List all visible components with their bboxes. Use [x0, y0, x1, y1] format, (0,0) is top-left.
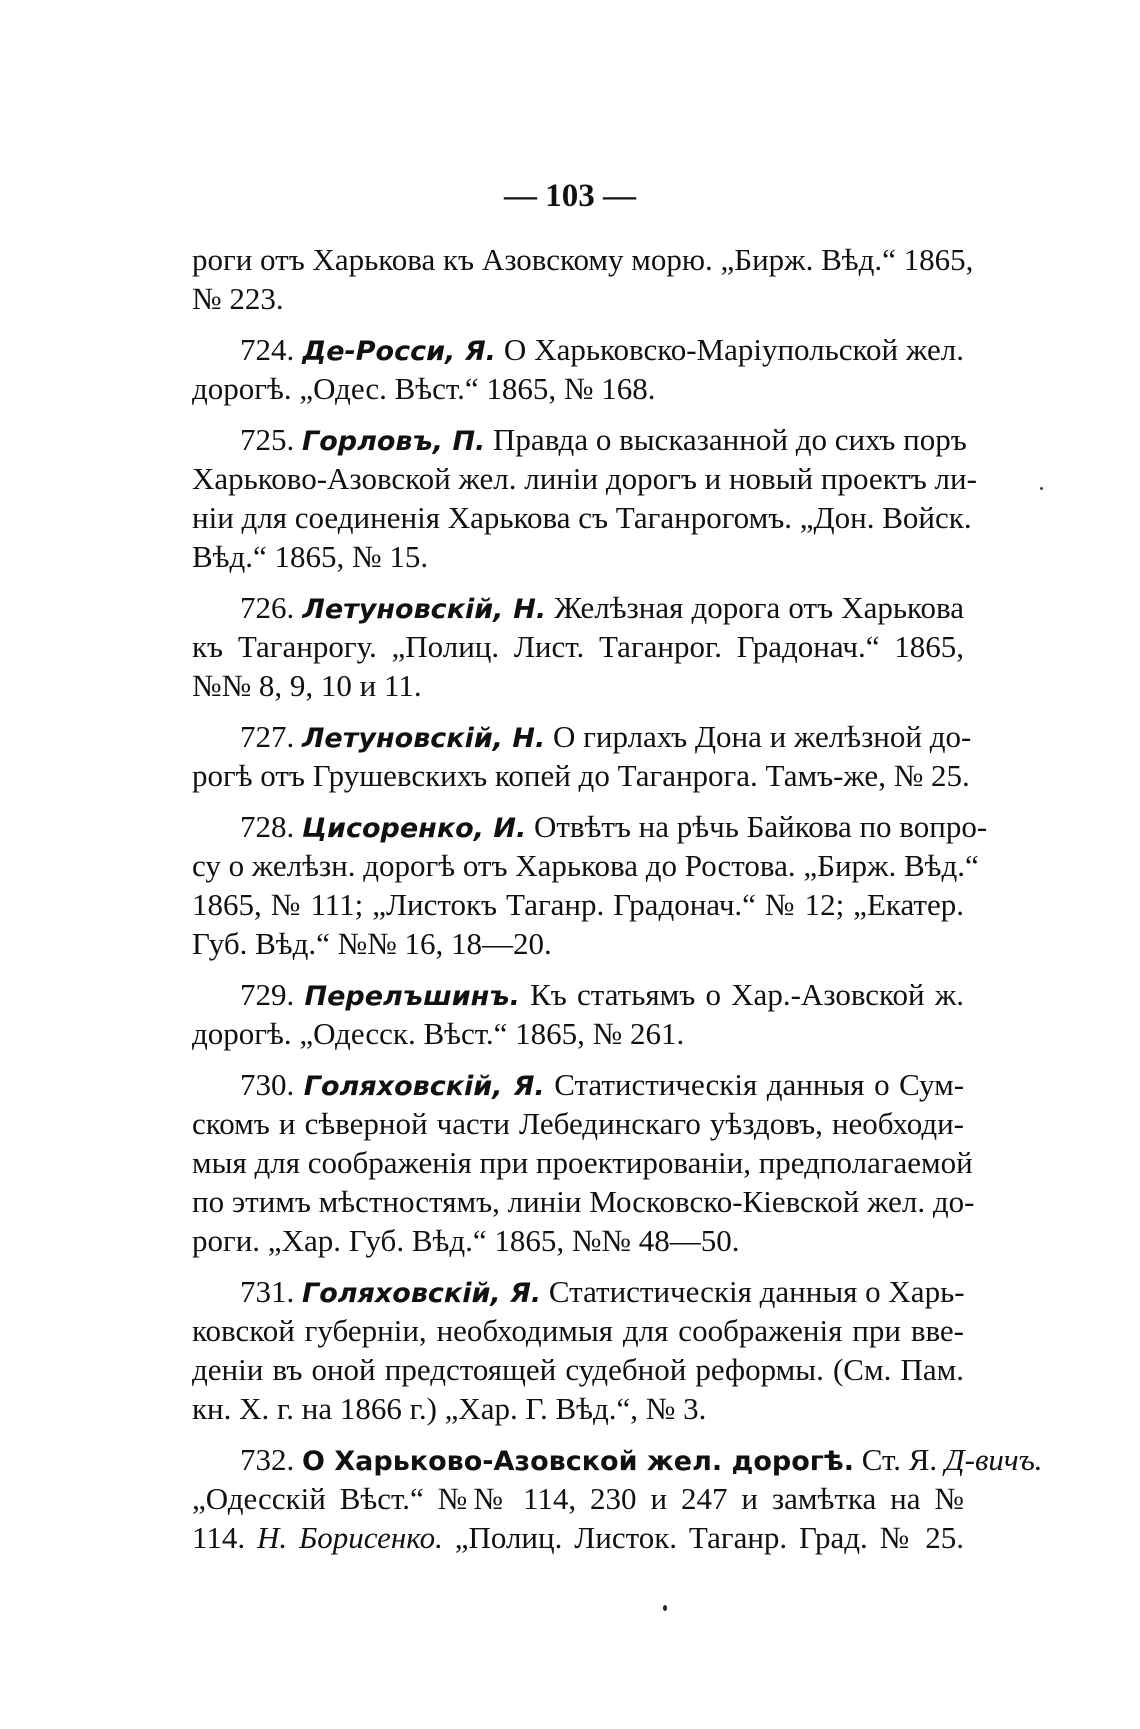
- entry-line: къ Таганрогу. „Полиц. Лист. Таганрог. Градонач.“ 1865,: [192, 629, 964, 664]
- entry-line: № 223.: [192, 281, 284, 316]
- entry-author: Де-Росси, Я.: [302, 336, 496, 367]
- entry-line: №№ 8, 9, 10 и 11.: [192, 668, 422, 703]
- entry-line: О гирлахъ Дона и желѣзной до-: [553, 719, 972, 754]
- entry-line: „Одесскій Вѣст.“ №№ 114, 230 и 247 и замѣтка на №: [192, 1481, 964, 1516]
- entry-line: дорогѣ. „Одес. Вѣст.“ 1865, № 168.: [192, 371, 656, 406]
- entry-line: рогѣ отъ Грушевскихъ копей до Таганрога. Тамъ-же, № 25.: [192, 758, 970, 793]
- entry-line: [192, 1518, 964, 1557]
- entry-730: [192, 1065, 964, 1104]
- entry-725: [192, 420, 967, 459]
- entry-line: ніи для соединенія Харькова съ Таганрогомъ. „Дон. Войск.: [192, 500, 972, 535]
- entry-732: [192, 1440, 1043, 1479]
- entry-line: Желѣзная дорога отъ Харькова: [554, 590, 965, 625]
- entry-726: [192, 588, 964, 627]
- entry-line: Вѣд.“ 1865, № 15.: [192, 539, 429, 574]
- entry-title: О Харьково-Азовской жел. дорогѣ.: [302, 1446, 854, 1477]
- entry-728: [192, 807, 988, 846]
- entry-line: О Харьковско-Маріупольской жел.: [503, 332, 965, 367]
- entry-line: дорогѣ. „Одесск. Вѣст.“ 1865, № 261.: [192, 1016, 685, 1051]
- entry-724: [192, 330, 964, 369]
- print-speck: [1040, 487, 1043, 490]
- entry-number: 728.: [240, 809, 295, 844]
- entry-line: мыя для соображенія при проектированіи, предполагаемой: [192, 1145, 973, 1180]
- entry-731: [192, 1272, 964, 1311]
- entry-line: Статистическія данныя о Сум-: [554, 1067, 965, 1102]
- entry-line: Правда о высказанной до сихъ поръ: [493, 422, 967, 457]
- entry-title-rest: Ст. Я.: [861, 1442, 938, 1477]
- entry-number: 727.: [240, 719, 295, 754]
- entry-line: Губ. Вѣд.“ №№ 16, 18—20.: [192, 926, 552, 961]
- entry-line: су о желѣзн. дорогѣ отъ Харькова до Ростова. „Бирж. Вѣд.“: [192, 848, 979, 883]
- entry-author: Цисоренко, И.: [302, 813, 527, 844]
- entry-line-part: 114.: [192, 1520, 246, 1555]
- entry-author: Н. Борисенко.: [256, 1520, 443, 1555]
- entry-author: Летуновскій, Н.: [302, 723, 546, 754]
- entry-727: [192, 717, 972, 756]
- entry-line: Харьково-Азовской жел. линіи дорогъ и новый проектъ ли-: [192, 461, 977, 496]
- entry-line: Отвѣтъ на рѣчь Байкова по вопро-: [533, 809, 988, 844]
- entry-number: 732.: [240, 1442, 295, 1477]
- entry-number: 730.: [240, 1067, 295, 1102]
- entry-729: [192, 975, 964, 1014]
- entry-number: 725.: [240, 422, 295, 457]
- entry-line: скомъ и сѣверной части Лебединскаго уѣздовъ, необходи-: [192, 1106, 964, 1141]
- entry-author: Летуновскій, Н.: [302, 594, 547, 625]
- entry-number: 724.: [240, 332, 295, 367]
- entry-line: ковской губерніи, необходимыя для соображенія при вве-: [192, 1313, 964, 1348]
- entry-author: Голяховскій, Я.: [303, 1071, 545, 1102]
- print-speck: [663, 1605, 667, 1611]
- entry-author: Перелъшинъ.: [304, 981, 520, 1012]
- entry-number: 731.: [240, 1274, 295, 1309]
- entry-signature: Д-вичъ.: [944, 1442, 1043, 1477]
- entry-line: роги. „Хар. Губ. Вѣд.“ 1865, №№ 48—50.: [192, 1223, 740, 1258]
- entry-line: роги отъ Харькова къ Азовскому морю. „Бирж. Вѣд.“ 1865,: [192, 242, 974, 277]
- page-number: — 103 —: [504, 178, 636, 214]
- entry-author: Голяховскій, Я.: [302, 1278, 542, 1309]
- entry-line: 1865, № 111; „Листокъ Таганр. Градонач.“ № 12; „Екатер.: [192, 887, 964, 922]
- entry-line: Статистическія данныя о Харь-: [548, 1274, 965, 1309]
- entry-line-part: „Полиц. Листок. Таганр. Град. № 25.: [454, 1520, 964, 1555]
- entry-number: 729.: [240, 977, 295, 1012]
- entry-line: деніи въ оной предстоящей судебной реформы. (См. Пам.: [192, 1352, 964, 1387]
- entry-line: Къ статьямъ о Хар.-Азовской ж.: [530, 977, 965, 1012]
- entry-line: кн. X. г. на 1866 г.) „Хар. Г. Вѣд.“, № 3.: [192, 1391, 707, 1426]
- bibliography-text: [192, 240, 1043, 1557]
- entry-author: Горловъ, П.: [302, 426, 486, 457]
- entry-line: по этимъ мѣстностямъ, линіи Московско-Кіевской жел. до-: [192, 1184, 975, 1219]
- entry-number: 726.: [240, 590, 295, 625]
